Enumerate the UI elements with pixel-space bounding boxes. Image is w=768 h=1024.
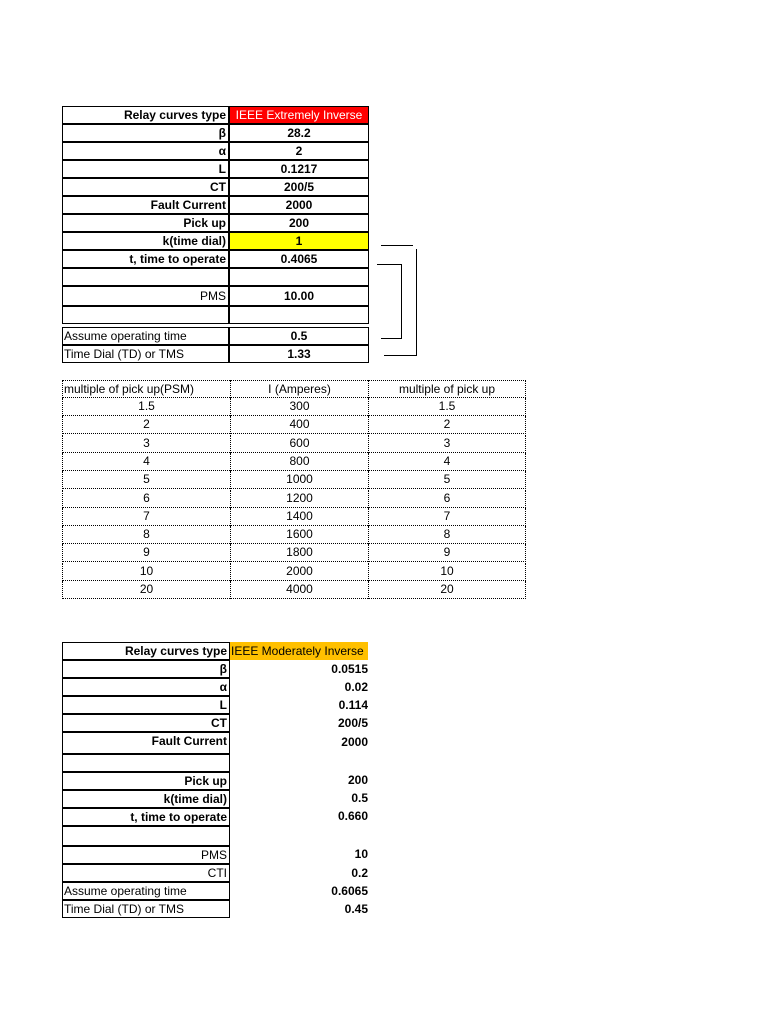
table-cell[interactable]: 400 [230, 416, 368, 434]
row-label[interactable]: CT [62, 178, 229, 196]
row-label[interactable]: Assume operating time [62, 882, 230, 900]
row-label[interactable] [62, 754, 230, 772]
table-row [62, 178, 369, 196]
table-cell[interactable]: 2000 [230, 563, 368, 581]
row-label[interactable]: Fault Current [62, 732, 230, 754]
table-cell[interactable]: 600 [230, 435, 368, 453]
row-label[interactable]: t, time to operate [62, 250, 229, 268]
table-cell[interactable]: 8 [62, 526, 230, 544]
table-cell[interactable]: 7 [62, 508, 230, 526]
table-cell[interactable]: 300 [230, 398, 368, 416]
row-label[interactable] [62, 268, 229, 286]
column-header[interactable]: multiple of pick up [368, 380, 526, 398]
row-value[interactable] [230, 826, 368, 844]
table-row [62, 160, 369, 178]
table-cell[interactable]: 1000 [230, 471, 368, 489]
row-label[interactable]: β [62, 124, 229, 142]
time-dial-value[interactable]: 1 [229, 232, 369, 250]
row-label[interactable]: Relay curves type [62, 106, 229, 124]
row-value[interactable]: 200 [347, 773, 368, 787]
table-cell[interactable]: 800 [230, 453, 368, 471]
row-value[interactable]: 28.2 [229, 124, 369, 142]
table-cell[interactable]: 10 [368, 563, 526, 581]
connector-line [381, 245, 413, 246]
row-value[interactable]: 10.00 [229, 286, 369, 306]
table-row [62, 106, 369, 124]
table-row [62, 124, 369, 142]
row-label[interactable]: CT [62, 714, 230, 732]
table-row [62, 268, 369, 286]
row-value[interactable] [229, 268, 369, 286]
row-value[interactable]: 0.6065 [331, 884, 368, 898]
column-header[interactable]: I (Amperes) [230, 380, 368, 398]
table-cell[interactable]: 3 [368, 435, 526, 453]
table-row [62, 142, 369, 160]
table-cell[interactable]: 1800 [230, 544, 368, 562]
row-label[interactable]: k(time dial) [62, 790, 230, 808]
row-value[interactable]: 0.4065 [229, 250, 369, 268]
row-label[interactable]: Time Dial (TD) or TMS [62, 345, 229, 363]
curve-type-value[interactable]: IEEE Moderately Inverse [230, 642, 368, 660]
table-row [62, 327, 369, 345]
row-value[interactable]: 0.02 [344, 680, 368, 694]
table-cell[interactable]: 10 [62, 563, 230, 581]
table-cell[interactable]: 7 [368, 508, 526, 526]
table-cell[interactable]: 4000 [230, 581, 368, 599]
row-label[interactable]: PMS [62, 286, 229, 306]
connector-line [401, 264, 402, 339]
row-value[interactable]: 0.1217 [229, 160, 369, 178]
row-label[interactable]: L [62, 696, 230, 714]
table-row [62, 196, 369, 214]
table-cell[interactable]: 9 [62, 544, 230, 562]
table-cell[interactable]: 2 [62, 416, 230, 434]
table-cell[interactable]: 20 [368, 581, 526, 599]
connector-line [416, 249, 417, 356]
table-cell[interactable]: 3 [62, 435, 230, 453]
curve-type-value[interactable]: IEEE Extremely Inverse [229, 106, 369, 124]
row-value[interactable]: 1.33 [229, 345, 369, 363]
table-cell[interactable]: 1.5 [368, 398, 526, 416]
row-value[interactable]: 2 [229, 142, 369, 160]
table-cell[interactable]: 6 [368, 490, 526, 508]
row-label[interactable] [62, 826, 230, 846]
row-label[interactable]: Pick up [62, 772, 230, 790]
row-value[interactable]: 0.5 [229, 327, 369, 345]
connector-line [377, 264, 401, 265]
row-value[interactable]: 200/5 [337, 716, 368, 730]
row-value[interactable]: 2000 [229, 196, 369, 214]
connector-line [381, 338, 402, 339]
table-row [62, 345, 369, 363]
row-label[interactable]: Assume operating time [62, 327, 229, 345]
table-cell[interactable]: 1600 [230, 526, 368, 544]
table-cell[interactable]: 5 [62, 471, 230, 489]
row-value[interactable]: 200 [229, 214, 369, 232]
table-row [62, 286, 369, 306]
row-value[interactable] [230, 754, 368, 772]
table-cell[interactable]: 6 [62, 490, 230, 508]
row-label[interactable]: Pick up [62, 214, 229, 232]
row-label[interactable]: Relay curves type [62, 642, 230, 660]
table-cell[interactable]: 1.5 [62, 398, 230, 416]
row-label[interactable] [62, 306, 229, 324]
table-row [62, 250, 369, 268]
table-cell[interactable]: 1200 [230, 490, 368, 508]
row-label[interactable]: PMS [62, 846, 230, 864]
table-row [62, 306, 369, 324]
row-label[interactable]: t, time to operate [62, 808, 230, 826]
row-label[interactable]: β [62, 660, 230, 678]
table-cell[interactable]: 1400 [230, 508, 368, 526]
column-header[interactable]: multiple of pick up(PSM) [62, 380, 230, 398]
row-label[interactable]: Time Dial (TD) or TMS [62, 900, 230, 918]
row-value[interactable]: 0.45 [344, 902, 368, 916]
row-value[interactable]: 2000 [341, 735, 368, 749]
table-cell[interactable]: 4 [368, 453, 526, 471]
row-label[interactable]: α [62, 142, 229, 160]
row-label[interactable]: α [62, 678, 230, 696]
table-cell[interactable]: 4 [62, 453, 230, 471]
row-value[interactable]: 0.5 [351, 791, 368, 805]
row-value[interactable]: 200/5 [229, 178, 369, 196]
row-label[interactable]: k(time dial) [62, 232, 229, 250]
table-cell[interactable]: 9 [368, 544, 526, 562]
row-value[interactable]: 10 [354, 847, 368, 861]
table-row [62, 232, 369, 250]
table-cell[interactable]: 2 [368, 416, 526, 434]
row-value[interactable]: 0.660 [337, 809, 368, 823]
row-label[interactable]: Fault Current [62, 196, 229, 214]
table-cell[interactable]: 8 [368, 526, 526, 544]
row-label[interactable]: L [62, 160, 229, 178]
row-value[interactable]: 0.0515 [331, 662, 368, 676]
row-label[interactable]: CTI [62, 864, 230, 882]
table-cell[interactable]: 20 [62, 581, 230, 599]
row-value[interactable]: 0.2 [351, 866, 368, 880]
table-cell[interactable]: 5 [368, 471, 526, 489]
table-row [62, 214, 369, 232]
row-value[interactable] [229, 306, 369, 324]
connector-line [384, 355, 417, 356]
row-value[interactable]: 0.114 [338, 698, 368, 712]
